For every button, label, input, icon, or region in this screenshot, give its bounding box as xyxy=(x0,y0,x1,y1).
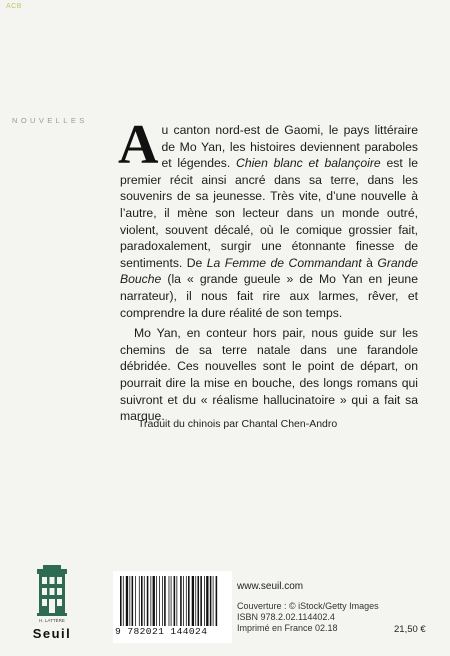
barcode-bar xyxy=(123,576,124,626)
barcode-bar xyxy=(135,576,136,626)
barcode-bar xyxy=(126,576,128,626)
barcode-bar xyxy=(180,576,182,626)
barcode-bar xyxy=(195,576,196,626)
barcode-digits: 9 782021 144024 xyxy=(115,626,208,637)
title-italic: Chien blanc et balançoire xyxy=(236,156,381,171)
barcode-bar xyxy=(176,576,177,626)
blurb-text-run: est le premier récit ainsi ancré dans sa terre, dans les souvenirs de sa jeunesse. Très vite, d’une nouvelle à l’autre, il mène son lecteur dans un monde outré, violent, souvent décalé, où le comique grossier fait, paradoxalement, surgir une étonnante finesse de sentiments. De xyxy=(120,156,418,270)
print-info: Imprimé en France 02.18 xyxy=(237,623,338,634)
barcode-bar xyxy=(162,576,163,626)
barcode-bar xyxy=(164,576,166,626)
barcode-bar xyxy=(213,576,214,626)
blurb-text-run: u canton nord-est de Gaomi, le pays littéraire de Mo Yan, les histoires deviennent paraboles et légendes. xyxy=(161,123,418,171)
dropcap-letter: A xyxy=(118,114,159,176)
barcode-bar xyxy=(210,576,212,626)
barcode-bar xyxy=(144,576,145,626)
barcode-bar xyxy=(147,576,149,626)
barcode-bar xyxy=(156,576,157,626)
isbn: ISBN 978.2.02.114402.4 xyxy=(237,612,335,623)
logo-label: H. LATTÈRE xyxy=(39,618,65,623)
publisher-name: Seuil xyxy=(32,626,72,641)
blurb-paragraph-1-text xyxy=(118,114,418,320)
barcode-bar xyxy=(188,576,190,626)
translator-credit: Traduit du chinois par Chantal Chen-Andro xyxy=(138,418,338,430)
barcode-bar xyxy=(153,576,155,626)
barcode-bar xyxy=(120,576,122,626)
barcode-bar xyxy=(192,576,194,626)
title-italic: La Femme de Commandant xyxy=(206,255,362,270)
building-icon xyxy=(37,565,67,617)
price: 21,50 € xyxy=(394,624,426,635)
barcode-bars xyxy=(119,576,226,626)
barcode-bar xyxy=(141,576,143,626)
blurb-paragraph-1 xyxy=(118,114,418,321)
barcode-bar xyxy=(206,576,208,626)
barcode-bar xyxy=(186,576,187,626)
blurb-text-run: à xyxy=(361,255,378,270)
publisher-website: www.seuil.com xyxy=(237,581,304,592)
barcode-bar xyxy=(183,576,184,626)
credits-block xyxy=(237,601,379,635)
cover-credit: Couverture : © iStock/Getty Images xyxy=(237,601,379,611)
genre-label: NOUVELLES xyxy=(12,116,88,125)
barcode-bar xyxy=(200,576,202,626)
barcode-bar xyxy=(169,576,170,626)
publisher-logo xyxy=(26,565,78,651)
barcode xyxy=(113,571,232,643)
barcode-bar xyxy=(171,576,172,626)
barcode-bar xyxy=(150,576,151,626)
blurb-paragraph-2: Mo Yan, en conteur hors pair, nous guide sur les chemins de sa terre natale dans une farandole débridée. Ces nouvelles sont le point de départ, on pourrait dire la mise en bouche, des longs romans qui suivront et du « réalisme hallucinatoire » qui a fait sa marque. xyxy=(120,326,418,424)
barcode-bar xyxy=(139,576,140,626)
corner-mark: ACB xyxy=(6,3,22,10)
title-italic: Grande Bouche xyxy=(120,255,418,287)
barcode-bar xyxy=(159,576,160,626)
blurb-text-run: (la « grande gueule » de Mo Yan en jeune narrateur), il nous fait rire aux larmes, rêver, et comprendre la dure réalité de son temps. xyxy=(120,272,418,320)
barcode-bar xyxy=(129,576,130,626)
barcode-bar xyxy=(132,576,134,626)
barcode-bar xyxy=(174,576,176,626)
barcode-bar xyxy=(197,576,199,626)
blurb xyxy=(118,114,418,425)
barcode-bar xyxy=(204,576,205,626)
barcode-bar xyxy=(216,576,218,626)
